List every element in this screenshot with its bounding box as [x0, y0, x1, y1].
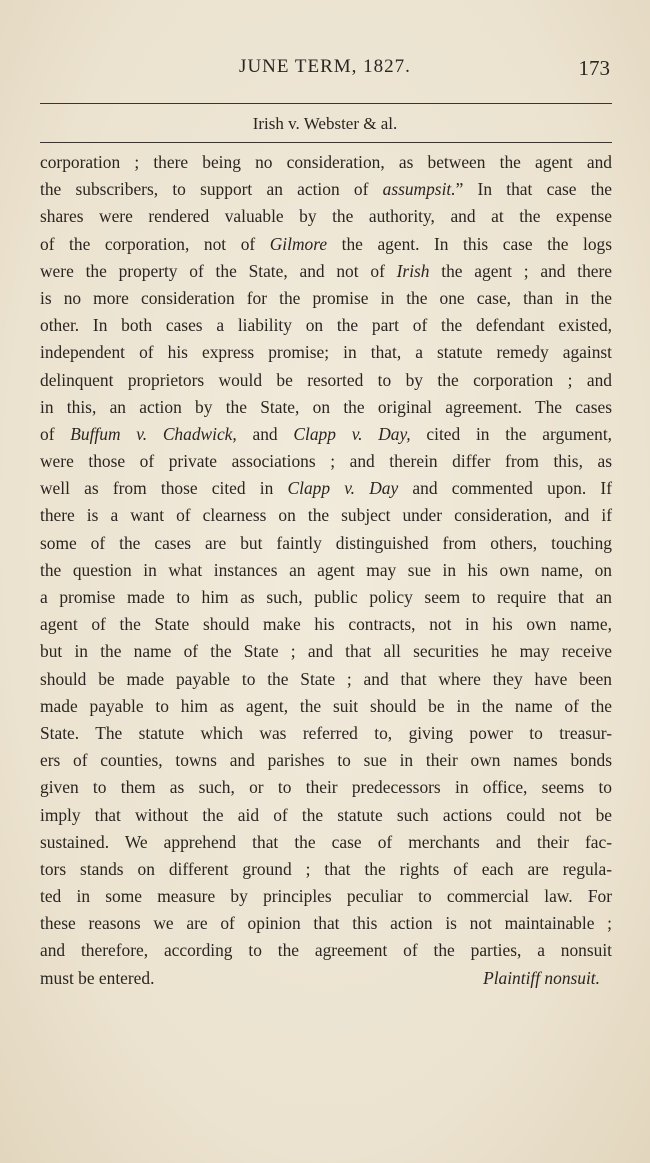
text-segment: shares were rendered valuable by the authority, and at the expense — [40, 206, 612, 227]
text-segment: tors stands on different ground ; that the rights of each are regula- — [40, 858, 612, 879]
closing-line — [40, 965, 612, 992]
text-line — [40, 910, 612, 937]
text-line — [40, 638, 612, 665]
text-segment: corporation ; there being no consideration, as between the agent and — [40, 152, 612, 172]
text-line — [40, 693, 612, 720]
text-segment: is no more consideration for the promise in the one case, than in the — [40, 287, 612, 308]
text-line — [40, 502, 612, 529]
text-segment: the agent. In this case the logs — [327, 233, 613, 254]
text-segment: well as from those cited in — [40, 478, 288, 499]
text-line — [40, 829, 612, 856]
text-segment: of — [40, 423, 71, 444]
text-line — [40, 856, 612, 883]
text-segment: ers of counties, towns and parishes to sue in their own names bonds — [40, 750, 612, 771]
text-segment: the agent ; and there — [429, 260, 613, 281]
text-line — [40, 231, 612, 258]
text-line — [40, 720, 612, 747]
text-line — [40, 203, 612, 230]
text-segment: agent of the State should make his contracts, not in his own name, — [40, 614, 612, 635]
text-line — [40, 557, 612, 584]
text-segment: given to them as such, or to their predecessors in office, seems to — [40, 777, 612, 798]
text-segment: there is a want of clearness on the subject under consideration, and if — [40, 505, 612, 526]
italic-citation: Irish — [396, 260, 430, 281]
text-line — [40, 774, 612, 801]
text-segment: ted in some measure by principles peculiar to commercial law. For — [40, 886, 612, 907]
text-segment: these reasons we are of opinion that this action is not maintainable ; — [40, 913, 612, 934]
text-segment: made payable to him as agent, the suit should be in the name of the — [40, 695, 612, 716]
text-line — [40, 937, 612, 964]
text-line — [40, 530, 612, 557]
text-segment: should be made payable to the State ; and that where they have been — [40, 668, 612, 689]
text-segment: delinquent proprietors would be resorted to by the corporation ; and — [40, 369, 612, 390]
verdict: Plaintiff nonsuit. — [483, 967, 600, 988]
text-line — [40, 448, 612, 475]
text-segment: some of the cases are but faintly distinguished from others, touching — [40, 532, 612, 553]
text-segment: of the corporation, not of — [40, 233, 270, 254]
text-segment: independent of his express promise; in that, a statute remedy against — [40, 342, 612, 363]
italic-citation: assumpsit. — [382, 179, 456, 200]
text-line — [40, 475, 612, 502]
text-segment: the subscribers, to support an action of — [40, 179, 383, 200]
text-line — [40, 394, 612, 421]
text-segment: but in the name of the State ; and that all securities he may receive — [40, 641, 612, 662]
text-line — [40, 421, 612, 448]
italic-citation: Buffum v. Chadwick, — [70, 423, 237, 444]
case-title-text: Irish v. Webster & al. — [252, 114, 398, 133]
text-line — [40, 312, 612, 339]
text-line — [40, 367, 612, 394]
text-line — [40, 258, 612, 285]
text-line — [40, 611, 612, 638]
text-segment: were the property of the State, and not of — [40, 260, 397, 281]
text-segment: in this, an action by the State, on the original agreement. The cases — [40, 396, 612, 417]
header-rule-top — [40, 103, 612, 104]
text-line — [40, 666, 612, 693]
text-line — [40, 747, 612, 774]
italic-citation: Clapp v. Day, — [293, 423, 411, 444]
text-segment: ” In that case the — [455, 179, 613, 200]
text-segment: imply that without the aid of the statute such actions could not be — [40, 804, 612, 825]
text-segment: a promise made to him as such, public policy seem to require that an — [40, 587, 612, 607]
header-rule-bottom — [40, 142, 612, 143]
text-segment: the question in what instances an agent may sue in his own name, on — [40, 559, 612, 580]
text-line — [40, 883, 612, 910]
closing-text: must be entered. — [40, 967, 155, 988]
case-title — [0, 114, 650, 134]
text-line — [40, 285, 612, 312]
text-segment: State. The statute which was referred to, giving power to treasur- — [40, 722, 612, 743]
text-segment: and commented upon. If — [398, 478, 612, 499]
text-line — [40, 339, 612, 366]
text-segment: other. In both cases a liability on the part of the defendant existed, — [40, 315, 612, 336]
italic-citation: Gilmore — [269, 233, 328, 254]
italic-citation: Clapp v. Day — [287, 478, 399, 499]
text-line — [40, 802, 612, 829]
body-text — [40, 149, 612, 992]
text-segment: sustained. We apprehend that the case of merchants and their fac- — [40, 831, 612, 852]
text-line — [40, 149, 612, 176]
page-number: 173 — [578, 56, 610, 80]
text-segment: and — [236, 423, 294, 444]
text-segment: and therefore, according to the agreement of the parties, a nonsuit — [40, 940, 612, 961]
text-segment: cited in the argument, — [410, 423, 613, 444]
text-line — [40, 584, 612, 611]
running-title: JUNE TERM, 1827. — [239, 56, 411, 77]
text-segment: were those of private associations ; and therein differ from this, as — [40, 451, 612, 472]
text-line — [40, 176, 612, 203]
